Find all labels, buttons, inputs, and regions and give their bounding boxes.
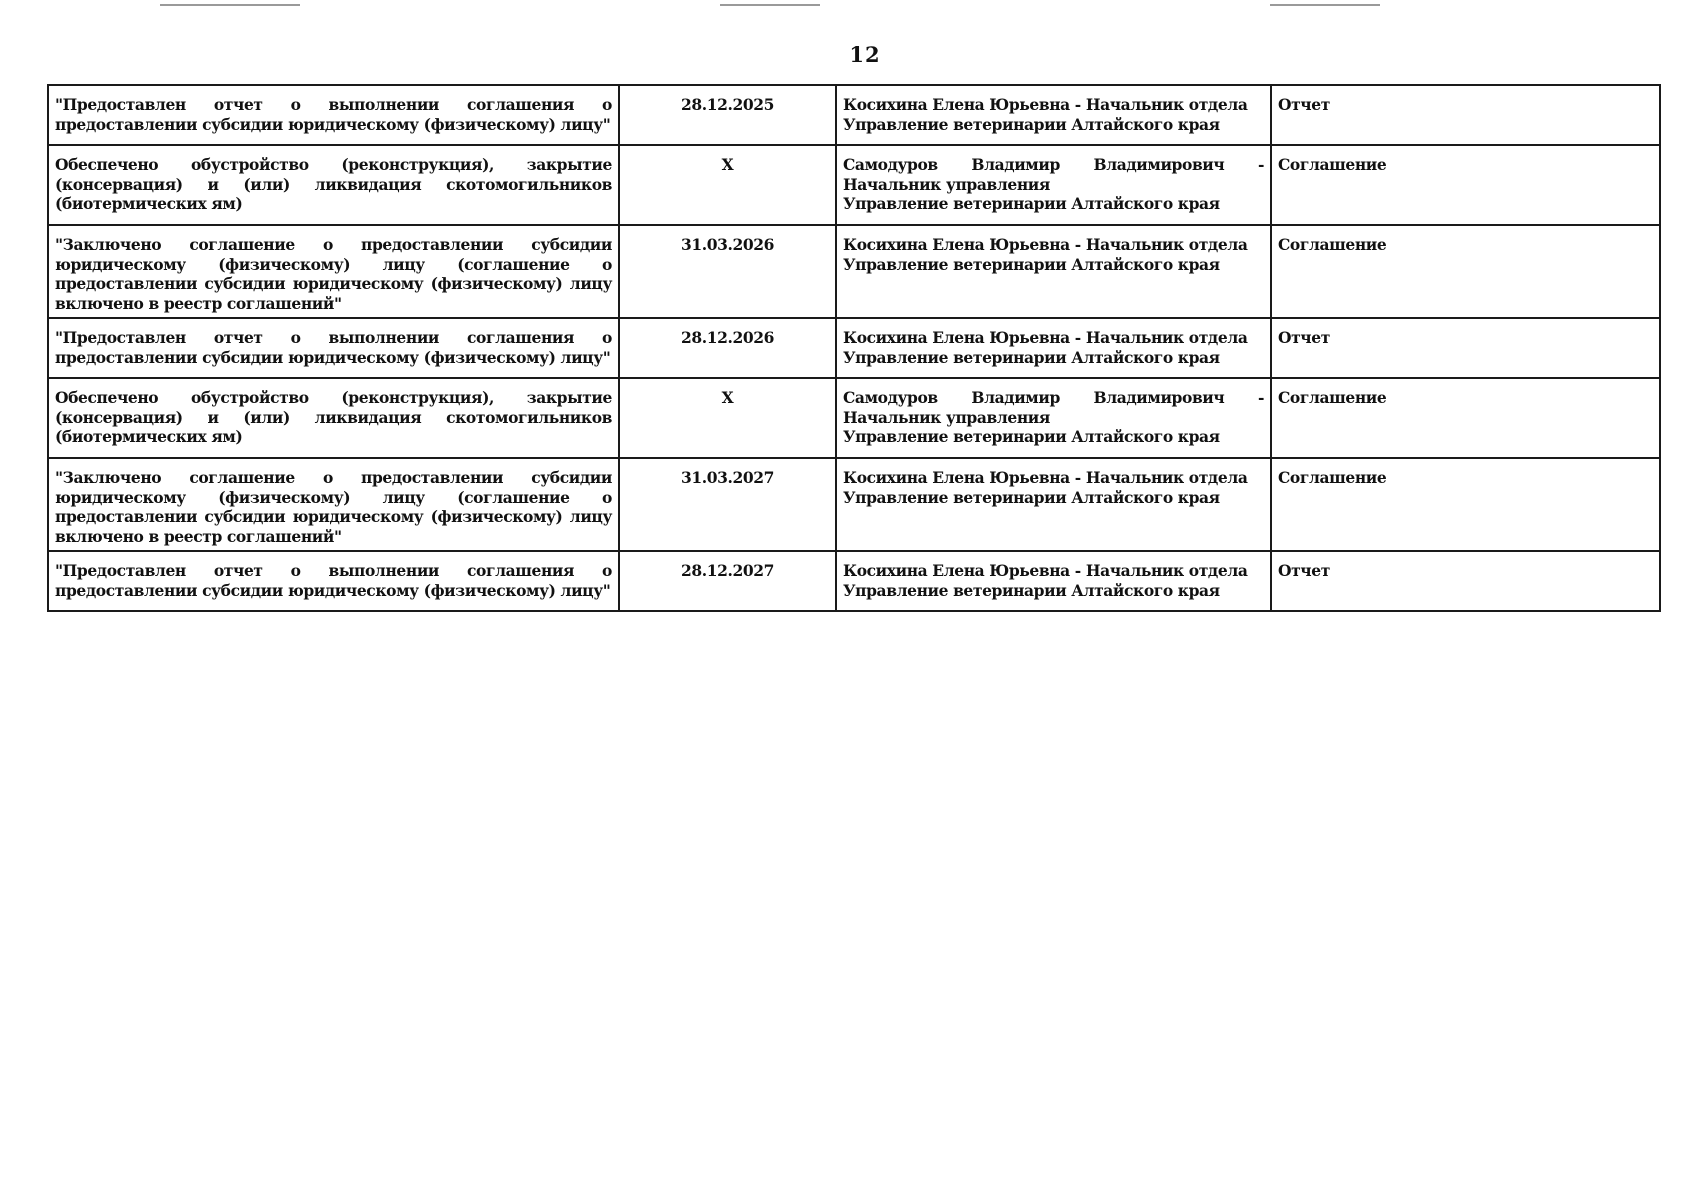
result-cell: "Заключено соглашение о предоставлении субсидии юридическому (физическому) лицу (соглашение о предоставлении субсидии юридическому (физическому) лицу включено в реестр соглашений" [48, 225, 619, 318]
date-cell: 28.12.2027 [619, 551, 836, 611]
table-row [48, 378, 1660, 458]
page-number: 12 [849, 42, 881, 67]
responsible-person: Косихина Елена Юрьевна - Начальник отдела [843, 468, 1248, 487]
responsible-cell [836, 225, 1271, 318]
document-cell: Отчет [1271, 318, 1660, 378]
table-row [48, 551, 1660, 611]
document-cell: Отчет [1271, 551, 1660, 611]
date-cell: X [619, 145, 836, 225]
date-cell: 31.03.2026 [619, 225, 836, 318]
result-cell: Обеспечено обустройство (реконструкция), закрытие (консервация) и (или) ликвидация скотомогильников (биотермических ям) [48, 378, 619, 458]
date-cell: 31.03.2027 [619, 458, 836, 551]
document-cell: Соглашение [1271, 458, 1660, 551]
responsible-person: Самодуров Владимир Владимирович - Начальник управления [843, 155, 1264, 194]
document-cell: Отчет [1271, 85, 1660, 145]
responsible-organization: Управление ветеринарии Алтайского края [843, 580, 1220, 600]
responsible-cell [836, 378, 1271, 458]
responsible-organization: Управление ветеринарии Алтайского края [843, 114, 1220, 134]
document-cell: Соглашение [1271, 145, 1660, 225]
result-cell: "Заключено соглашение о предоставлении субсидии юридическому (физическому) лицу (соглашение о предоставлении субсидии юридическому (физическому) лицу включено в реестр соглашений" [48, 458, 619, 551]
document-cell: Соглашение [1271, 378, 1660, 458]
scan-artifact [720, 4, 820, 6]
scan-artifact [160, 4, 300, 6]
date-cell: 28.12.2025 [619, 85, 836, 145]
table-row [48, 318, 1660, 378]
table-row [48, 458, 1660, 551]
responsible-organization: Управление ветеринарии Алтайского края [843, 347, 1220, 367]
responsible-cell [836, 85, 1271, 145]
responsible-person: Самодуров Владимир Владимирович - Начальник управления [843, 388, 1264, 427]
responsible-cell [836, 318, 1271, 378]
responsible-cell [836, 458, 1271, 551]
table-row [48, 145, 1660, 225]
responsible-cell [836, 551, 1271, 611]
table-row [48, 225, 1660, 318]
result-cell: "Предоставлен отчет о выполнении соглашения о предоставлении субсидии юридическому (физическому) лицу" [48, 85, 619, 145]
document-cell: Соглашение [1271, 225, 1660, 318]
responsible-organization: Управление ветеринарии Алтайского края [843, 427, 1220, 446]
responsible-person: Косихина Елена Юрьевна - Начальник отдела [843, 561, 1248, 580]
responsible-organization: Управление ветеринарии Алтайского края [843, 487, 1220, 507]
result-cell: "Предоставлен отчет о выполнении соглашения о предоставлении субсидии юридическому (физическому) лицу" [48, 551, 619, 611]
responsible-organization: Управление ветеринарии Алтайского края [843, 194, 1220, 213]
responsible-person: Косихина Елена Юрьевна - Начальник отдела [843, 95, 1248, 114]
control-points-table [47, 84, 1661, 612]
responsible-organization: Управление ветеринарии Алтайского края [843, 254, 1220, 274]
date-cell: X [619, 378, 836, 458]
date-cell: 28.12.2026 [619, 318, 836, 378]
responsible-cell [836, 145, 1271, 225]
table-row [48, 85, 1660, 145]
responsible-person: Косихина Елена Юрьевна - Начальник отдела [843, 235, 1248, 254]
scan-artifact [1270, 4, 1380, 6]
responsible-person: Косихина Елена Юрьевна - Начальник отдела [843, 328, 1248, 347]
result-cell: "Предоставлен отчет о выполнении соглашения о предоставлении субсидии юридическому (физическому) лицу" [48, 318, 619, 378]
result-cell: Обеспечено обустройство (реконструкция), закрытие (консервация) и (или) ликвидация скотомогильников (биотермических ям) [48, 145, 619, 225]
